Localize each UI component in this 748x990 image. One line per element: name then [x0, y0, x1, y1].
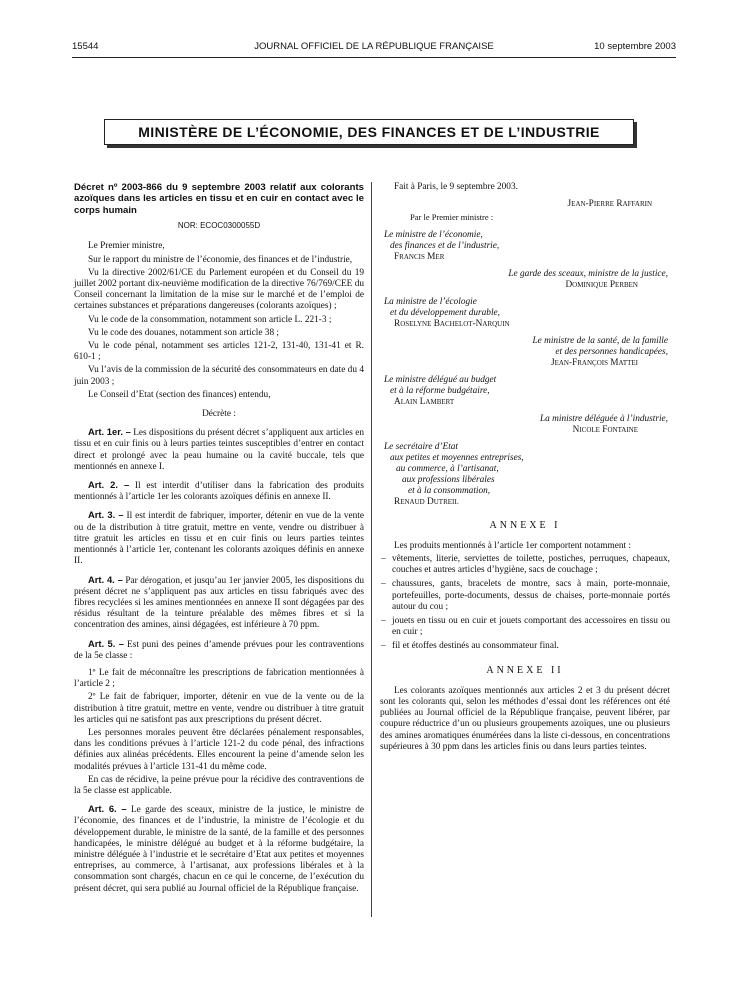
signature-block — [384, 297, 670, 330]
signature-title-line: et du développement durable, — [390, 307, 500, 318]
annexe-1-item: – vêtements, literie, serviettes de toilette, postiches, perruques, chapeaux, couches et autres articles d’hygiène, sacs de couchage ; — [392, 554, 670, 576]
signature-title-line: au commerce, à l’artisanat, — [396, 463, 499, 474]
signature-block — [384, 442, 670, 508]
signature-name: Renaud Dutreil — [394, 496, 459, 507]
annexe-2-heading: ANNEXE II — [486, 664, 564, 676]
fait-line: Fait à Paris, le 9 septembre 2003. — [394, 182, 518, 192]
signature-title-line: et à la consommation, — [408, 485, 491, 496]
annexe-1-item: – jouets en tissu ou en cuir et jouets comportant des accessoires en tissu ou en cuir ; — [392, 616, 670, 638]
article-label: Art. 3. – — [88, 509, 124, 521]
signature-block — [380, 269, 668, 291]
article-text: Est puni des peines d’amende prévues pour les contraventions de la 5e classe : — [74, 639, 365, 661]
signature-title-line: La ministre de l’écologie — [384, 296, 477, 307]
article-label: Art. 1er. – — [88, 426, 131, 438]
signature-title-line: aux professions libérales — [402, 474, 495, 485]
signature-title-line: et des personnes handicapées, — [555, 346, 668, 357]
annexe-2-text: Les colorants azoïques mentionnés aux articles 2 et 3 du présent décret sont les colorants qui, selon les méthodes d’essai dont les références ont été publiées au Journal officiel de la République française, peuvent libérer, par coupure réductrice d’un ou plusieurs groupements azoïques, une ou plusieurs des amines aromatiques énumérées dans la liste ci-dessous, en concentrations supérieures à 30 ppm dans les articles finis ou dans leurs parties teintes. — [380, 685, 670, 752]
signature-name: Alain Lambert — [394, 396, 455, 407]
article-5-paragraph: 2º Le fait de fabriquer, importer, détenir en vue de la vente ou de la distribution à titre gratuit, mettre en vente, vendre ou distribuer à titre gratuit les articles qui ne satisfont pas aux prescriptions du présent décret. — [74, 692, 364, 725]
pm-intro: Par le Premier ministre : — [410, 212, 494, 223]
right-column — [380, 182, 670, 755]
annexe-1-intro: Les produits mentionnés à l’article 1er comportent notamment : — [394, 540, 632, 551]
article-5 — [74, 638, 364, 662]
articles-block — [74, 426, 364, 662]
signature-name: Francis Mer — [394, 251, 445, 262]
article-text: Les dispositions du présent décret s’appliquent aux articles en tissu et en cuir finis ou à leurs parties teintes susceptibles d’entrer en contact direct et prolongé avec la peau humaine ou la cavité buccale, tels que mentionnés en annexe I. — [74, 428, 365, 472]
visa-paragraph: Vu l’avis de la commission de la sécurité des consommateurs en date du 4 juin 2003 ; — [74, 365, 364, 387]
signature-title-line: Le ministre de la santé, de la famille — [532, 335, 668, 346]
decree-title: Décret nº 2003-866 du 9 septembre 2003 relatif aux colorants azoïques dans les articles en tissu et en cuir en contact avec le corps humain — [74, 182, 364, 216]
issue-date: 10 septembre 2003 — [594, 41, 676, 52]
article-1 — [74, 426, 364, 473]
annexe-1-heading: ANNEXE I — [489, 519, 561, 531]
signature-name: Dominique Perben — [565, 279, 638, 290]
signatures-block — [380, 230, 670, 508]
article-5-paragraph: 1º Le fait de méconnaître les prescriptions de fabrication mentionnées à l’article 2 ; — [74, 667, 364, 690]
signature-block — [384, 230, 670, 263]
article-3 — [74, 509, 364, 567]
signature-title-line: aux petites et moyennes entreprises, — [390, 452, 524, 463]
article-text: Par dérogation, et jusqu’au 1er janvier 2005, les dispositions du présent décret ne s’appliquent pas aux articles en tissu fabriqués avec des fibres recyclées si les amines mentionnées en annexe II sont dégagées par des résidus résultant de la teinture préalable des mêmes fibres et si la concentration des amines, ainsi dégagées, est inférieure à 70 ppm. — [74, 575, 365, 631]
signature-name: Nicole Fontaine — [572, 424, 638, 435]
column-divider — [371, 182, 372, 917]
signature-title-line: Le garde des sceaux, ministre de la justice, — [508, 268, 668, 279]
article-label: Art. 2. – — [88, 479, 130, 491]
article-4 — [74, 574, 364, 632]
visa-paragraph: Vu la directive 2002/61/CE du Parlement européen et du Conseil du 19 juillet 2002 portant dix-neuvième modification de la directive 76/769/CEE du Conseil concernant la limitation de la mise sur le marché et de l’emploi de certaines substances et préparations dangereuses (colorants azoïques) ; — [74, 267, 364, 312]
signature-title-line: Le ministre délégué au budget — [384, 374, 497, 385]
header-rule — [72, 57, 676, 58]
annexe-1-item: – chaussures, gants, bracelets de montre, sacs à main, porte-monnaie, portefeuilles, porte-documents, dessus de chaises, porte-monnaie portés autour du cou ; — [392, 579, 670, 613]
visa-paragraph: Vu le code pénal, notamment ses articles 121-2, 131-40, 131-41 et R. 610-1 ; — [74, 341, 364, 363]
signature-title-line: et à la réforme budgétaire, — [390, 385, 490, 396]
annexe-1-item: – fil et étoffes destinés au consommateur final. — [392, 641, 670, 652]
decrete-heading: Décrète : — [202, 409, 236, 420]
signature-title-line: des finances et de l’industrie, — [390, 240, 500, 251]
article-5-paragraph: Les personnes morales peuvent être déclarées pénalement responsables, dans les conditions prévues à l’article 121-2 du code pénal, des infractions définies aux alinéas précédents. Elles encourent la peine d’amende selon les modalités prévues à l’article 131-41 du même code. — [74, 727, 364, 772]
article-text: Le garde des sceaux, ministre de la justice, le ministre de l’économie, des finances et de l’industrie, la ministre de l’écologie et du développement durable, le ministre de la santé, de la famille et des personnes handicapées, le ministre délégué au budget et à la réforme budgétaire, la ministre déléguée à l’industrie et le secrétaire d’Etat aux petites et moyennes entreprises, au commerce, à l’artisanat, aux professions libérales et à la consommation sont chargés, chacun en ce qui le concerne, de l’exécution du présent décret, qui sera publié au Journal officiel de la République française. — [74, 805, 364, 894]
article-2 — [74, 479, 364, 503]
signature-block — [380, 414, 668, 436]
article-text: Il est interdit de fabriquer, importer, détenir en vue de la vente ou de la distribution à titre gratuit, mettre en vente, vendre ou distribuer à titre gratuit les articles en tissu et en cuir finis ou leurs parties teintes mentionnés à l’article 1er, contenant les colorants azoïques définis en annexe II. — [74, 511, 365, 567]
article-5-paragraph: En cas de récidive, la peine prévue pour la récidive des contraventions de la 5e classe est applicable. — [74, 774, 364, 796]
signature-name: Roselyne Bachelot-Narquin — [394, 318, 510, 329]
page-number: 15544 — [72, 41, 99, 52]
journal-title: JOURNAL OFFICIEL DE LA RÉPUBLIQUE FRANÇAISE — [254, 41, 494, 52]
article-label: Art. 4. – — [88, 573, 123, 585]
signature-block — [384, 375, 670, 408]
visas-block — [74, 241, 364, 401]
visa-paragraph: Le Premier ministre, — [88, 241, 165, 252]
article-text: Il est interdit d’utiliser dans la fabrication des produits mentionnés à l’article 1er les colorants azoïques définis en annexe II. — [74, 481, 365, 503]
pm-name: Jean-Pierre Raffarin — [567, 199, 652, 210]
visa-paragraph: Vu le code de la consommation, notamment son article L. 221-3 ; — [88, 314, 332, 325]
visa-paragraph: Le Conseil d’Etat (section des finances) entendu, — [88, 389, 271, 400]
ministry-title: MINISTÈRE DE L’ÉCONOMIE, DES FINANCES ET DE L’INDUSTRIE — [104, 119, 634, 145]
article-5-paragraphs — [74, 668, 364, 797]
nor-reference: NOR: ECOC0300055D — [177, 221, 261, 231]
signature-title-line: La ministre déléguée à l’industrie, — [540, 413, 668, 424]
signature-title-line: Le secrétaire d’Etat — [384, 441, 459, 452]
left-column — [74, 182, 364, 901]
signature-name: Jean-François Mattei — [550, 357, 638, 368]
signature-block — [380, 336, 668, 369]
article-6 — [74, 803, 364, 895]
visa-paragraph: Vu le code des douanes, notamment son article 38 ; — [88, 327, 280, 338]
article-label: Art. 5. – — [88, 637, 124, 649]
article-label: Art. 6. – — [88, 803, 127, 815]
signature-title-line: Le ministre de l’économie, — [384, 229, 483, 240]
annexe-1-list — [380, 554, 670, 653]
page-header — [72, 41, 676, 55]
visa-paragraph: Sur le rapport du ministre de l’économie, des finances et de l’industrie, — [88, 254, 353, 265]
